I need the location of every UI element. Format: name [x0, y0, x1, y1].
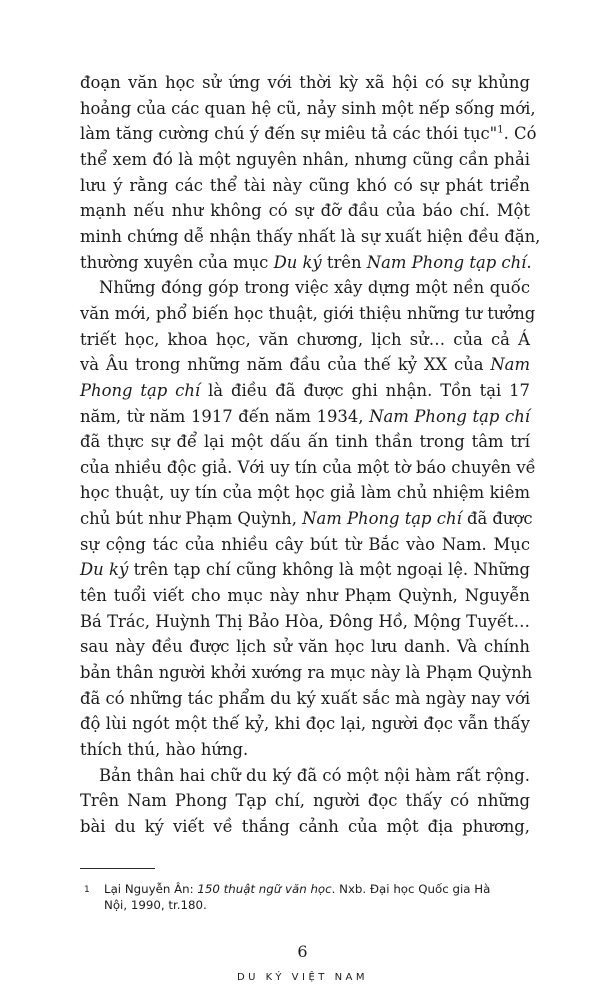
text-run: thường xuyên của mục — [80, 253, 274, 272]
footnote-line — [104, 897, 530, 913]
footnote-text: Lại Nguyễn Ân: — [104, 882, 198, 896]
text-run: trên — [321, 253, 367, 272]
text-line — [80, 612, 530, 632]
page-number: 6 — [297, 942, 308, 961]
text-run: trên tạp chí cũng không là một ngoại lệ. Những — [128, 560, 530, 579]
text-line — [80, 176, 530, 196]
paragraph-first-line — [99, 766, 530, 786]
italic-run: Nam Phong tạp chí — [366, 253, 527, 272]
text-run: năm, từ năm 1917 đến năm 1934, — [80, 407, 370, 426]
text-run: tên tuổi viết cho mục này như Phạm Quỳnh, Nguyễn — [80, 586, 530, 605]
text-line — [80, 432, 530, 452]
text-line — [80, 817, 530, 837]
footnote-text: Nội, 1990, tr.180. — [104, 898, 207, 912]
text-run: của nhiều độc giả. Với uy tín của một tờ báo chuyên về — [80, 458, 536, 477]
text-run: chủ bút như Phạm Quỳnh, — [80, 509, 303, 528]
text-line — [80, 304, 536, 324]
italic-run: Nam Phong tạp chí — [302, 509, 462, 528]
text-line — [80, 663, 533, 683]
text-line — [80, 586, 530, 606]
text-run: Bá Trác, Huỳnh Thị Bảo Hòa, Đông Hồ, Mộng Tuyết… — [80, 612, 530, 631]
text-line — [80, 791, 530, 811]
text-run: sau này đều được lịch sử văn học lưu danh. Và chính — [80, 637, 530, 656]
footnote-title: 150 thuật ngữ văn học — [197, 882, 332, 896]
italic-run: Phong tạp chí — [80, 381, 201, 400]
text-run: làm tăng cường chú ý đến sự miêu tả các thói tục" — [80, 124, 498, 143]
text-run: học thuật, uy tín của một học giả làm chủ nhiệm kiêm — [80, 483, 530, 502]
italic-run: Du ký — [273, 253, 322, 272]
text-line — [80, 714, 530, 734]
text-run: bản thân người khởi xướng ra mục này là Phạm Quỳnh — [80, 663, 533, 682]
text-line — [80, 535, 530, 555]
text-run: bài du ký viết về thắng cảnh của một địa phương, — [80, 817, 530, 836]
text-run: minh chứng dễ nhận thấy nhất là sự xuất hiện đều đặn, — [80, 227, 541, 246]
text-run: triết học, khoa học, văn chương, lịch sử… của cả Á — [80, 330, 530, 349]
text-run: độ lùi ngót một thế kỷ, khi đọc lại, người đọc vẫn thấy — [80, 714, 530, 733]
text-run: đã có những tác phẩm du ký xuất sắc mà ngày nay với — [80, 689, 531, 708]
footnote-number: 1 — [84, 885, 90, 895]
text-line — [80, 99, 536, 119]
text-run: đã được — [461, 509, 533, 528]
text-run: . — [526, 253, 532, 272]
text-run: mạnh nếu như không có sự đỡ đầu của báo chí. Một — [80, 201, 530, 220]
text-line — [80, 458, 536, 478]
text-line — [80, 560, 530, 580]
text-run: Bản thân hai chữ du ký đã có một nội hàm rất rộng. — [99, 766, 530, 785]
text-run: là điều đã được ghi nhận. Tồn tại 17 — [200, 381, 530, 400]
text-run: lưu ý rằng các thể tài này cũng khó có sự phát triển — [80, 176, 530, 195]
text-run: đoạn văn học sử ứng với thời kỳ xã hội có sự khủng — [80, 73, 530, 92]
text-run: thích thú, hào hứng. — [80, 740, 249, 759]
footnote-text: . Nxb. Đại học Quốc gia Hà — [331, 882, 491, 896]
italic-run: Nam Phong tạp chí — [369, 407, 530, 426]
text-line — [80, 689, 530, 709]
text-run: văn mới, phổ biến học thuật, giới thiệu những tư tưởng — [80, 304, 536, 323]
text-run: sự cộng tác của nhiều cây bút từ Bắc vào Nam. Mục — [80, 535, 530, 554]
footnote-line — [104, 881, 530, 897]
text-run: thể xem đó là một nguyên nhân, nhưng cũng cần phải — [80, 150, 530, 169]
running-footer: DU KÝ VIỆT NAM — [236, 972, 369, 983]
text-line — [80, 124, 537, 144]
paragraph-first-line — [99, 278, 530, 298]
text-line — [80, 253, 530, 273]
text-run: Trên Nam Phong Tạp chí, người đọc thấy có những — [80, 791, 530, 810]
italic-run: Nam — [490, 355, 530, 374]
text-run: Những đóng góp trong việc xây dựng một nền quốc — [99, 278, 530, 297]
text-line — [80, 407, 530, 427]
text-line — [80, 201, 530, 221]
footnote-marker: 1 — [497, 124, 504, 136]
text-run: và Âu trong những năm đầu của thế kỷ XX của — [80, 355, 491, 374]
text-line — [80, 227, 541, 247]
text-run: . Có — [503, 124, 537, 143]
text-line — [80, 150, 530, 170]
text-line — [80, 381, 530, 401]
footnote-rule — [80, 868, 155, 869]
text-run: hoảng của các quan hệ cũ, nảy sinh một nếp sống mới, — [80, 99, 536, 118]
text-line — [80, 637, 530, 657]
italic-run: Du ký — [80, 560, 129, 579]
text-line — [80, 509, 533, 529]
text-line — [80, 73, 530, 93]
text-line — [80, 740, 530, 760]
text-line — [80, 330, 530, 350]
text-line — [80, 355, 530, 375]
text-line — [80, 483, 530, 503]
text-run: đã thực sự để lại một dấu ấn tinh thần trong tâm trí — [80, 432, 530, 451]
